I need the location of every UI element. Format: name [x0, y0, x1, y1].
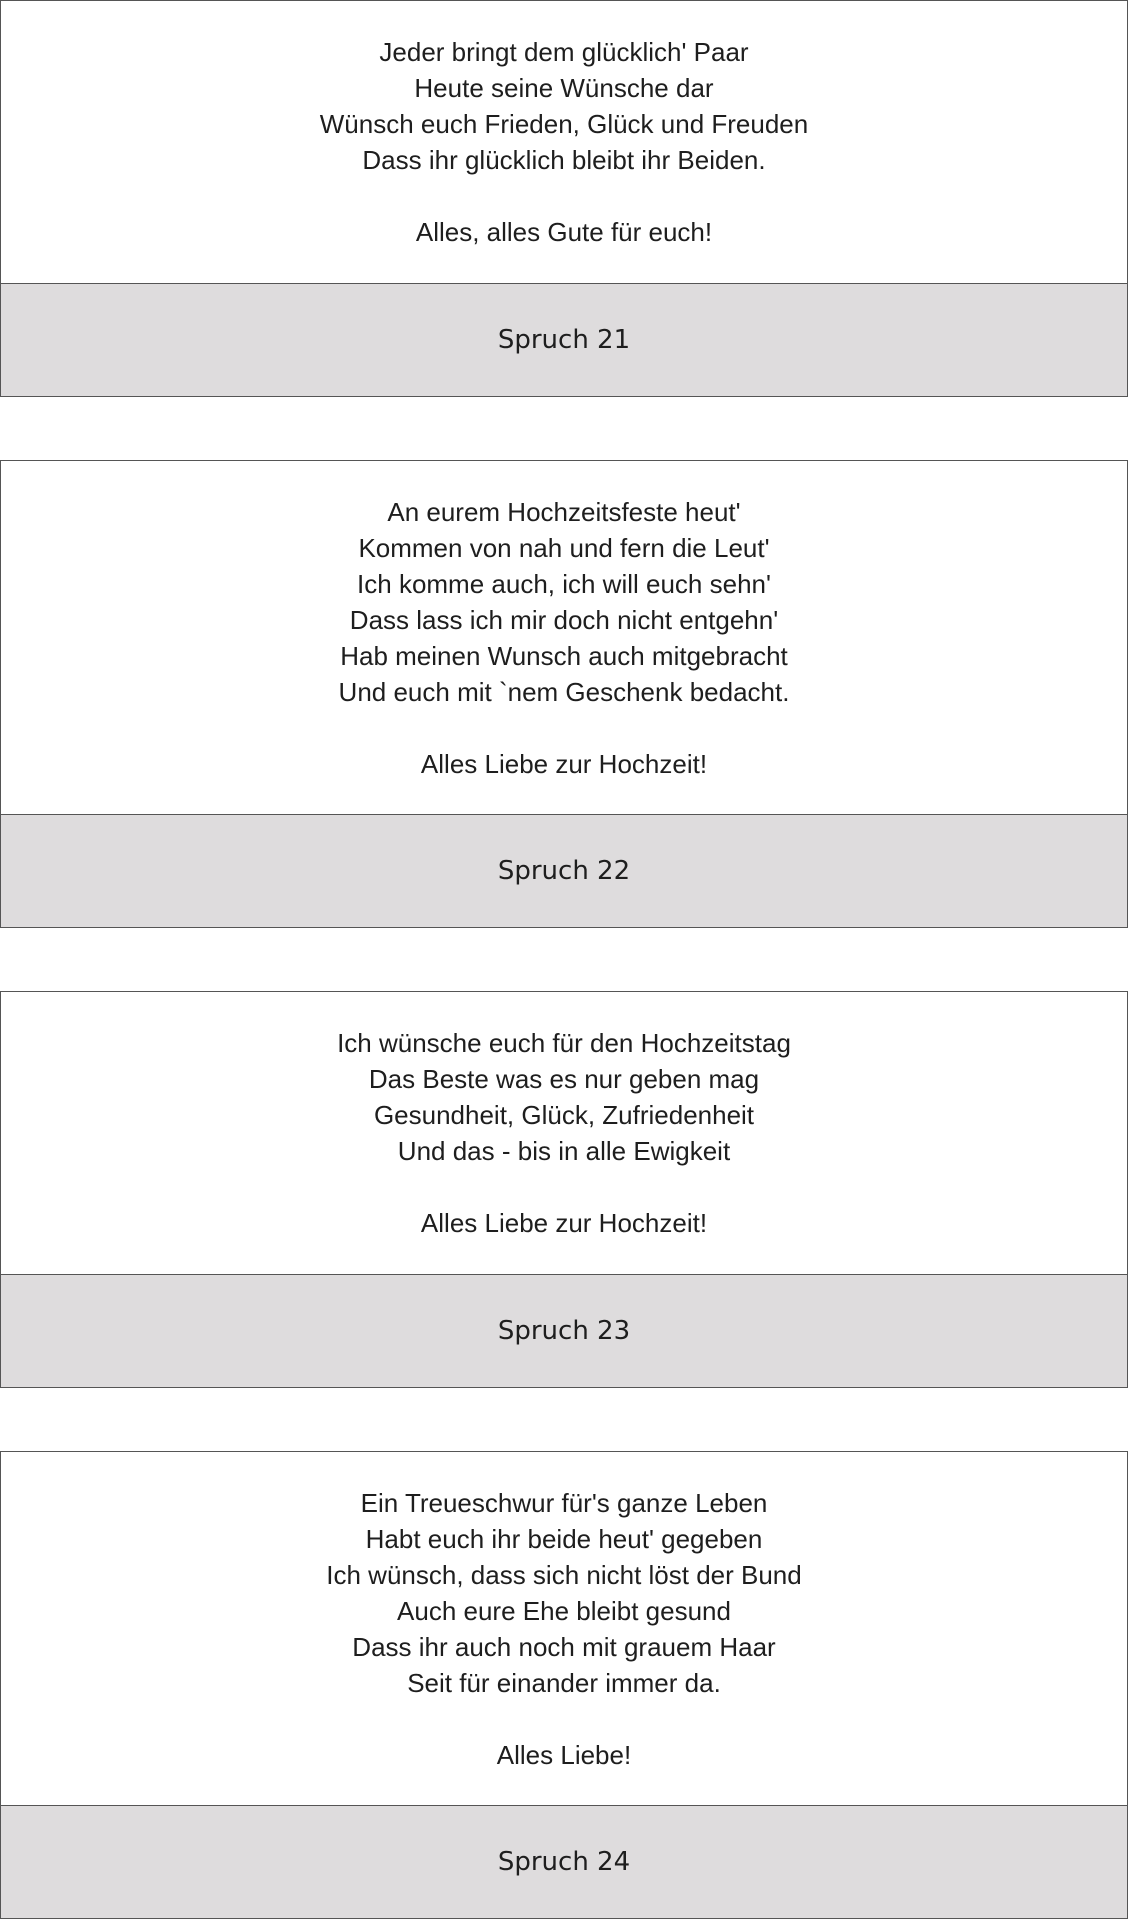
verse-text: [1, 1, 1127, 283]
verse-label: Spruch 22: [497, 856, 631, 886]
verse-label-bar: [1, 1805, 1127, 1918]
verse-label-bar: [1, 814, 1127, 927]
verse-line: Gesundheit, Glück, Zufriedenheit: [373, 1100, 755, 1130]
verse-line: Dass ihr auch noch mit grauem Haar: [352, 1631, 776, 1662]
verse-card-22: [0, 460, 1128, 928]
verse-line: Und das - bis in alle Ewigkeit: [397, 1136, 731, 1166]
verse-closing: Alles Liebe!: [496, 1739, 632, 1770]
verse-text: [1, 461, 1127, 814]
verse-label: Spruch 21: [497, 325, 631, 355]
verse-label: Spruch 23: [497, 1316, 631, 1346]
verse-closing: Alles, alles Gute für euch!: [415, 217, 713, 247]
verse-line: Ich komme auch, ich will euch sehn': [357, 568, 771, 599]
verse-line: Jeder bringt dem glücklich' Paar: [379, 37, 749, 67]
verse-line: Kommen von nah und fern die Leut': [358, 532, 770, 563]
verse-line: Seit für einander immer da.: [407, 1667, 721, 1698]
verse-line: Habt euch ihr beide heut' gegeben: [365, 1523, 763, 1554]
verse-line: Hab meinen Wunsch auch mitgebracht: [340, 640, 788, 671]
verse-label: Spruch 24: [497, 1847, 631, 1877]
verse-card-23: [0, 991, 1128, 1388]
verse-line: Ich wünsch, dass sich nicht löst der Bund: [326, 1559, 802, 1590]
verse-line: Das Beste was es nur geben mag: [368, 1064, 760, 1094]
verse-line: Dass ihr glücklich bleibt ihr Beiden.: [362, 145, 766, 175]
verse-line: Und euch mit `nem Geschenk bedacht.: [338, 676, 790, 707]
verse-line: Auch eure Ehe bleibt gesund: [397, 1595, 731, 1626]
verse-line: Wünsch euch Frieden, Glück und Freuden: [319, 109, 809, 139]
verse-line: Ich wünsche euch für den Hochzeitstag: [337, 1028, 791, 1058]
verse-card-21: [0, 0, 1128, 397]
verse-card-24: [0, 1451, 1128, 1919]
verse-label-bar: [1, 283, 1127, 396]
verse-closing: Alles Liebe zur Hochzeit!: [420, 1208, 708, 1238]
verse-line: Heute seine Wünsche dar: [414, 73, 714, 103]
verse-line: An eurem Hochzeitsfeste heut': [387, 496, 741, 527]
verse-label-bar: [1, 1274, 1127, 1387]
verse-line: Dass lass ich mir doch nicht entgehn': [349, 604, 779, 635]
verse-closing: Alles Liebe zur Hochzeit!: [420, 748, 708, 779]
verse-line: Ein Treueschwur für's ganze Leben: [360, 1487, 768, 1518]
verse-text: [1, 1452, 1127, 1805]
verse-text: [1, 992, 1127, 1274]
